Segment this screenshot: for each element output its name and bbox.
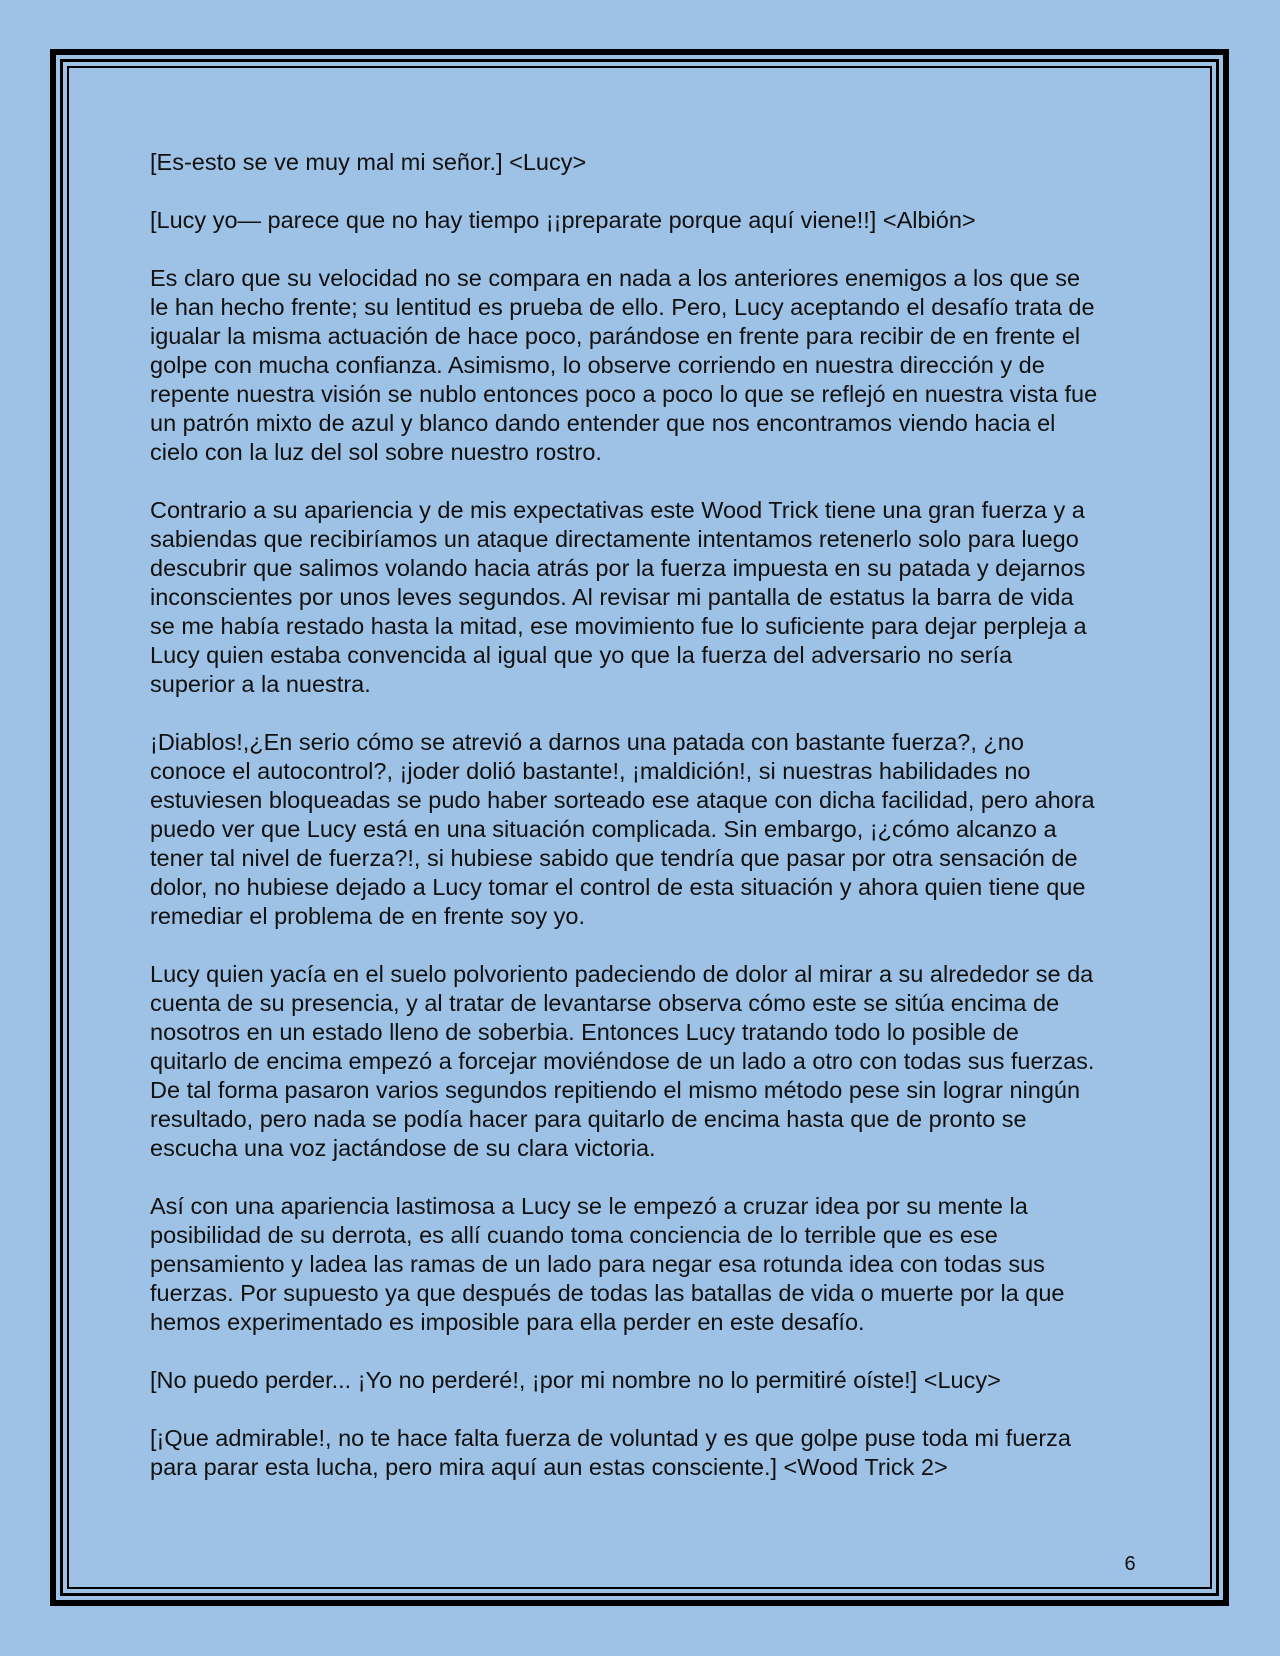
paragraph-8: [No puedo perder... ¡Yo no perderé!, ¡por mi nombre no lo permitiré oíste!] <Lucy> — [150, 1367, 1001, 1393]
document-body — [150, 148, 1100, 1511]
paragraph-4: Contrario a su apariencia y de mis expectativas este Wood Trick tiene una gran fuerza y a sabiendas que recibiríamos un ataque directamente intentamos retenerlo solo para luego descubrir que salimos volando hacia atrás por la fuerza impuesta en su patada y dejarnos inconscientes por unos leves segundos. Al revisar mi pantalla de estatus la barra de vida se me había restado hasta la mitad, ese movimiento fue lo suficiente para dejar perpleja a Lucy quien estaba convencida al igual que yo que la fuerza del adversario no sería superior a la nuestra. — [150, 497, 1087, 697]
paragraph-5: ¡Diablos!,¿En serio cómo se atrevió a darnos una patada con bastante fuerza?, ¿no conoce el autocontrol?, ¡joder dolió bastante!, ¡maldición!, si nuestras habilidades no estuviesen bloqueadas se pudo haber sorteado ese ataque con dicha facilidad, pero ahora puedo ver que Lucy está en una situación complicada. Sin embargo, ¡¿cómo alcanzo a tener tal nivel de fuerza?!, si hubiese sabido que tendría que pasar por otra sensación de dolor, no hubiese dejado a Lucy tomar el control de esta situación y ahora quien tiene que remediar el problema de en frente soy yo. — [150, 729, 1095, 929]
paragraph-6: Lucy quien yacía en el suelo polvoriento padeciendo de dolor al mirar a su alrededor se da cuenta de su presencia, y al tratar de levantarse observa cómo este se sitúa encima de nosotros en un estado lleno de soberbia. Entonces Lucy tratando todo lo posible de quitarlo de encima empezó a forcejar moviéndose de un lado a otro con todas sus fuerzas. De tal forma pasaron varios segundos repitiendo el mismo método pese sin lograr ningún resultado, pero nada se podía hacer para quitarlo de encima hasta que de pronto se escucha una voz jactándose de su clara victoria. — [150, 961, 1095, 1161]
paragraph-2: [Lucy yo— parece que no hay tiempo ¡¡preparate porque aquí viene!!] <Albión> — [150, 207, 976, 233]
paragraph-3: Es claro que su velocidad no se compara en nada a los anteriores enemigos a los que se le han hecho frente; su lentitud es prueba de ello. Pero, Lucy aceptando el desafío trata de igualar la misma actuación de hace poco, parándose en frente para recibir de en frente el golpe con mucha confianza. Asimismo, lo observe corriendo en nuestra dirección y de repente nuestra visión se nublo entonces poco a poco lo que se reflejó en nuestra vista fue un patrón mixto de azul y blanco dando entender que nos encontramos viendo hacia el cielo con la luz del sol sobre nuestro rostro. — [150, 265, 1098, 465]
page-number: 6 — [1124, 1553, 1136, 1575]
paragraph-7: Así con una apariencia lastimosa a Lucy se le empezó a cruzar idea por su mente la posibilidad de su derrota, es allí cuando toma conciencia de lo terrible que es ese pensamiento y ladea las ramas de un lado para negar esa rotunda idea con todas sus fuerzas. Por supuesto ya que después de todas las batallas de vida o muerte por la que hemos experimentado es imposible para ella perder en este desafío. — [150, 1193, 1065, 1335]
paragraph-1: [Es-esto se ve muy mal mi señor.] <Lucy> — [150, 149, 587, 175]
paragraph-9: [¡Que admirable!, no te hace falta fuerza de voluntad y es que golpe puse toda mi fuerza para parar esta lucha, pero mira aquí aun estas consciente.] <Wood Trick 2> — [150, 1425, 1071, 1480]
